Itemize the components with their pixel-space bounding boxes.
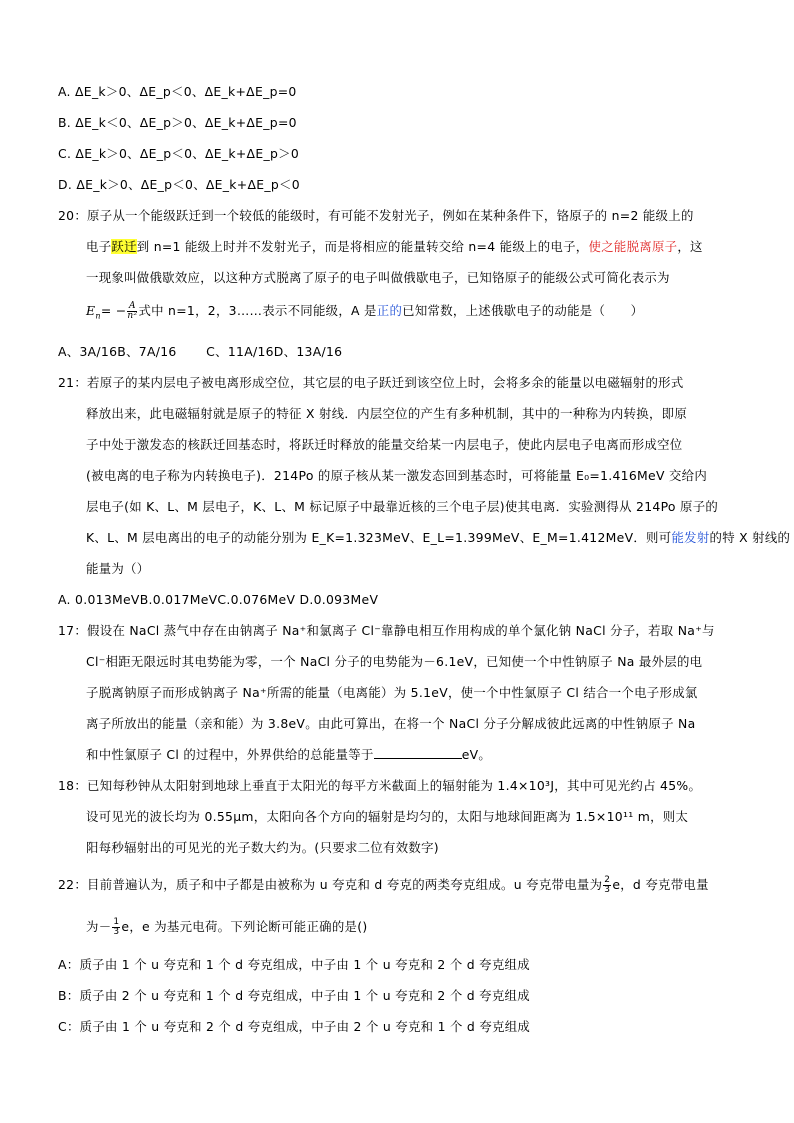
q22-line2 (86, 918, 368, 937)
q20-line2 (86, 239, 703, 255)
q21-line3: 子中处于激发态的核跃迁回基态时，将跃迁时释放的能量交给某一内层电子，使此内层电子电离而形成空位 (86, 437, 683, 452)
fraction-denominator: 3 (113, 927, 120, 937)
q17-line5 (86, 747, 491, 763)
red-annotation: 使之能脱离原子 (588, 239, 678, 254)
q18-line2: 设可见光的波长均为 0.55μm，太阳向各个方向的辐射是均匀的，太阳与地球间距离为 1.5×10¹¹ m，则太 (86, 809, 689, 824)
q20-line1: 20：原子从一个能级跃迁到一个较低的能级时，有可能不发射光子，例如在某种条件下，铬原子的 n=2 能级上的 (58, 208, 694, 223)
q17-line3: 子脱离钠原子而形成钠离子 Na⁺所需的能量（电离能）为 5.1eV，使一个中性氯原子 Cl 结合一个电子形成氯 (86, 685, 698, 700)
q22-option-c: C：质子由 1 个 u 夸克和 2 个 d 夸克组成，中子由 2 个 u 夸克和 1 个 d 夸克组成 (58, 1019, 531, 1034)
q21-line4: (被电离的电子称为内转换电子)．214Po 的原子核从某一激发态回到基态时，可将能量 E₀=1.416MeV 交给内 (86, 468, 708, 483)
fraction-numerator: A (129, 301, 136, 311)
q20-options: A、3A/16B、7A/16 C、11A/16D、13A/16 (58, 344, 343, 359)
q17-text: eV。 (461, 747, 492, 762)
option-d-energy: D. ΔE_k＞0、ΔE_p＜0、ΔE_k+ΔE_p＜0 (58, 177, 300, 192)
q17-text: 和中性氯原子 Cl 的过程中，外界供给的总能量等于 (86, 747, 374, 762)
q22-text: e，e 为基元电荷。下列论断可能正确的是() (121, 919, 368, 934)
q20-text: 式中 n=1，2，3……表示不同能级，A 是 (138, 303, 377, 318)
q22-text: 为－ (86, 919, 112, 934)
q18-line3: 阳每秒辐射出的可见光的光子数大约为。(只要求二位有效数字) (86, 840, 439, 855)
energy-formula (86, 301, 138, 321)
formula-fraction (127, 302, 137, 321)
q21-line1: 21：若原子的某内层电子被电离形成空位，其它层的电子跃迁到该空位上时，会将多余的能量以电磁辐射的形式 (58, 375, 684, 390)
q20-text: ，这 (677, 239, 703, 254)
q20-line3: 一现象叫做俄歇效应，以这种方式脱离了原子的电子叫做俄歇电子，已知铬原子的能级公式可简化表示为 (86, 270, 670, 285)
fraction-denominator: n² (127, 311, 138, 321)
formula-eq: = − (100, 303, 127, 318)
q17-line1: 17：假设在 NaCl 蒸气中存在由钠离子 Na⁺和氯离子 Cl⁻靠静电相互作用构成的单个氯化钠 NaCl 分子，若取 Na⁺与 (58, 623, 715, 638)
q20-text: 已知常数，上述俄歇电子的动能是（ ） (402, 303, 644, 318)
q21-line6 (86, 530, 790, 546)
q20-line4 (86, 302, 643, 321)
q20-text: 到 n=1 能级上时并不发射光子，而是将相应的能量转交给 n=4 能级上的电子， (136, 239, 589, 254)
q22-option-b: B：质子由 2 个 u 夸克和 1 个 d 夸克组成，中子由 1 个 u 夸克和 2 个 d 夸克组成 (58, 988, 530, 1003)
fraction-numerator: 2 (604, 875, 611, 885)
option-c-energy: C. ΔE_k＞0、ΔE_p＜0、ΔE_k+ΔE_p＞0 (58, 146, 299, 161)
fraction-one-third (112, 918, 120, 937)
q22-option-a: A：质子由 1 个 u 夸克和 1 个 d 夸克组成，中子由 1 个 u 夸克和 2 个 d 夸克组成 (58, 957, 530, 972)
fraction-two-thirds (603, 876, 611, 895)
q17-line4: 离子所放出的能量（亲和能）为 3.8eV。由此可算出，在将一个 NaCl 分子分解成彼此远离的中性钠原子 Na (86, 716, 696, 731)
formula-sub: n (95, 311, 101, 321)
q21-line7: 能量为（） (86, 561, 150, 576)
answer-blank[interactable] (374, 747, 462, 759)
q21-options: A. 0.013MeVB.0.017MeVC.0.076MeV D.0.093MeV (58, 592, 379, 607)
option-b-energy: B. ΔE_k＜0、ΔE_p＞0、ΔE_k+ΔE_p=0 (58, 115, 297, 130)
highlighted-word: 跃迁 (111, 239, 137, 254)
q21-line5: 层电子(如 K、L、M 层电子，K、L、M 标记原子中最靠近核的三个电子层)使其电离．实验测得从 214Po 原子的 (86, 499, 719, 514)
q21-text: K、L、M 层电离出的电子的动能分别为 E_K=1.323MeV、E_L=1.399MeV、E_M=1.412MeV．则可 (86, 530, 672, 545)
q22-line1 (58, 876, 709, 895)
fraction-denominator: 3 (604, 885, 611, 895)
q17-line2: Cl⁻相距无限远时其电势能为零，一个 NaCl 分子的电势能为－6.1eV，已知使一个中性钠原子 Na 最外层的电 (86, 654, 703, 669)
q22-text: e，d 夸克带电量 (612, 877, 709, 892)
blue-annotation: 能发射 (671, 530, 710, 545)
formula-lhs: E (86, 303, 96, 318)
blue-annotation: 正的 (376, 303, 403, 318)
q21-line2: 释放出来，此电磁辐射就是原子的特征 X 射线．内层空位的产生有多种机制，其中的一种称为内转换，即原 (86, 406, 688, 421)
q22-text: 22：目前普遍认为，质子和中子都是由被称为 u 夸克和 d 夸克的两类夸克组成。u 夸克带电量为 (58, 877, 603, 892)
fraction-numerator: 1 (113, 917, 120, 927)
option-a-energy: A. ΔE_k＞0、ΔE_p＜0、ΔE_k+ΔE_p=0 (58, 84, 297, 99)
q18-line1: 18：已知每秒钟从太阳射到地球上垂直于太阳光的每平方米截面上的辐射能为 1.4×10³J，其中可见光约占 45%。 (58, 778, 702, 793)
q21-text: 的特 X 射线的 (709, 530, 791, 545)
q20-text: 电子 (86, 239, 112, 254)
